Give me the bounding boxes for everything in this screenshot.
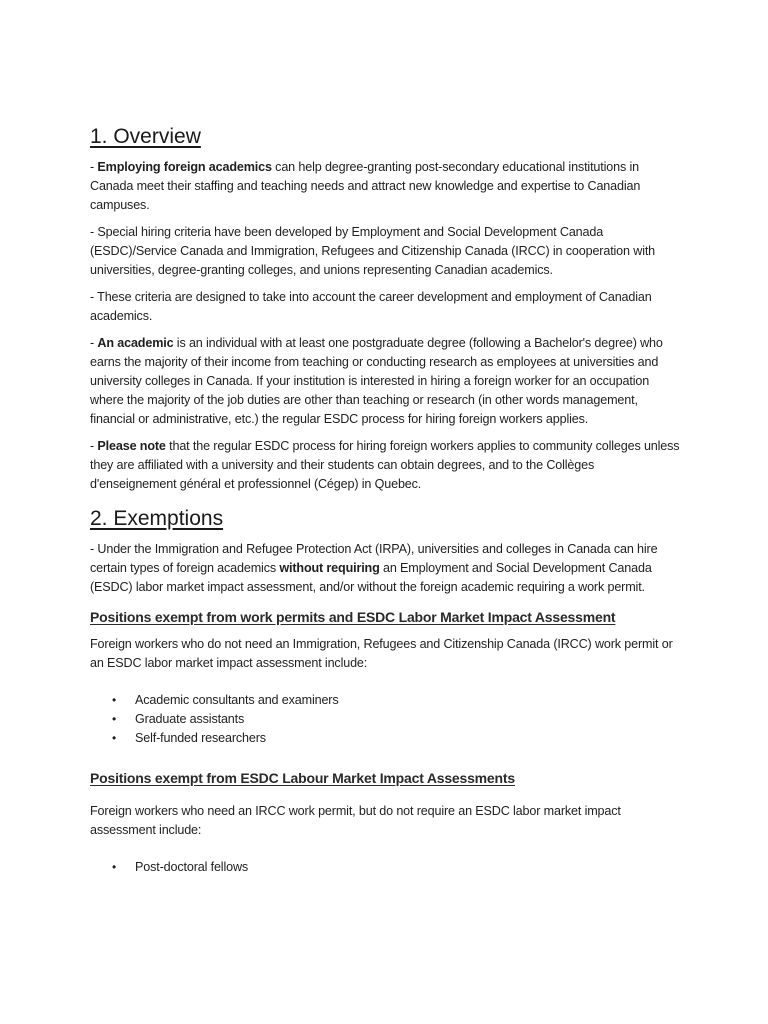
dash: -	[90, 439, 98, 453]
bold-text: without requiring	[279, 561, 380, 575]
section-heading-lmia-exempt: Positions exempt from ESDC Labour Market Impact Assessments	[90, 770, 515, 786]
overview-paragraph-5	[90, 437, 682, 494]
list-item-text: Academic consultants and examiners	[135, 693, 339, 707]
overview-paragraph-3: - These criteria are designed to take into account the career development and employment of Canadian academics.	[90, 290, 652, 323]
section-heading-work-permit-exempt: Positions exempt from work permits and ESDC Labor Market Impact Assessment	[90, 609, 616, 625]
bold-text: Employing foreign academics	[97, 160, 272, 174]
exemptions-paragraph-1	[90, 540, 682, 597]
paragraph-text: can help degree-granting post-secondary educational institutions in Canada meet their staffing and teaching needs and attract new knowledge and expertise to Canadian campuses.	[90, 160, 641, 212]
bullet-icon: •	[112, 693, 117, 707]
overview-paragraph-2: - Special hiring criteria have been developed by Employment and Social Development Canada (ESDC)/Service Canada and Immigration, Refugees and Citizenship Canada (IRCC) in cooperation with universities, degree-granting colleges, and unions representing Canadian academics.	[90, 225, 656, 277]
overview-heading: 1. Overview	[90, 125, 201, 148]
section-intro-work-permit-exempt: Foreign workers who do not need an Immigration, Refugees and Citizenship Canada (IRCC) work permit or an ESDC labor market impact assessment include:	[90, 637, 673, 670]
paragraph-text: - Under the Immigration and Refugee Protection Act (IRPA), universities and colleges in Canada can hire certain types of foreign academics	[90, 542, 658, 575]
document-page	[90, 122, 682, 877]
overview-paragraph-4	[90, 334, 682, 429]
bullet-icon: •	[112, 712, 117, 726]
list-item	[90, 729, 682, 748]
exempt-list-1	[90, 691, 682, 748]
section-intro-lmia-exempt: Foreign workers who need an IRCC work permit, but do not require an ESDC labor market impact assessment include:	[90, 804, 621, 837]
list-item-text: Post-doctoral fellows	[135, 860, 249, 874]
bold-text: Please note	[97, 439, 166, 453]
list-item	[90, 691, 682, 710]
dash: -	[90, 160, 98, 174]
bullet-icon: •	[112, 860, 117, 874]
dash: -	[90, 336, 98, 350]
paragraph-text: an Employment and Social Development Canada (ESDC) labor market impact assessment, and/or without the foreign academic requiring a work permit.	[90, 561, 652, 594]
list-item-text: Self-funded researchers	[135, 731, 266, 745]
paragraph-text: is an individual with at least one postgraduate degree (following a Bachelor's degree) who earns the majority of their income from teaching or conducting research as employees at universities and university colleges in Canada. If your institution is interested in hiring a foreign worker for an occupation where the majority of the job duties are other than teaching or research (in other words management, financial or administrative, etc.) the regular ESDC process for hiring foreign workers applies.	[90, 336, 663, 426]
bold-text: An academic	[97, 336, 174, 350]
list-item	[90, 710, 682, 729]
exempt-list-2	[90, 858, 682, 877]
paragraph-text: that the regular ESDC process for hiring foreign workers applies to community colleges unless they are affiliated with a university and their students can obtain degrees, and to the Collèges d'enseignement général et professionnel (Cégep) in Quebec.	[90, 439, 680, 491]
bullet-icon: •	[112, 731, 117, 745]
list-item-text: Graduate assistants	[135, 712, 245, 726]
list-item	[90, 858, 682, 877]
exemptions-heading: 2. Exemptions	[90, 507, 224, 530]
overview-paragraph-1	[90, 158, 682, 215]
